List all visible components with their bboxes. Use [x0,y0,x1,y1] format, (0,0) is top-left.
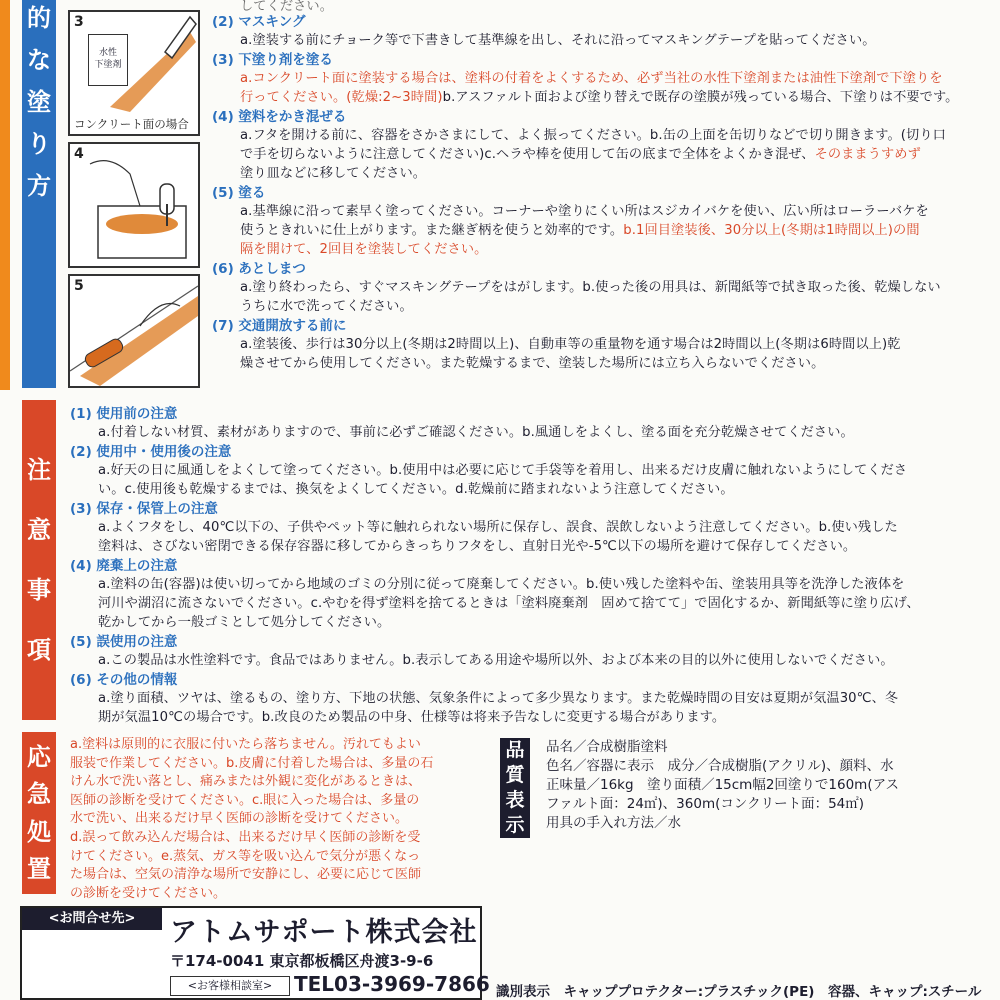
caution-heading: (2) 使用中・使用後の注意 [70,444,232,460]
sidebar-char: 応 [27,742,51,771]
text-line [240,86,958,105]
text-line: 品名／合成樹脂塗料 [546,739,668,755]
sidebar-char: 事 [27,576,51,604]
text-line: a.付着しない材質、素材がありますので、事前に必ずご確認ください。b.風通しをよくし、塗る面を充分乾燥させてください。 [98,425,854,440]
step-number: 5 [74,278,84,294]
caution-heading: (1) 使用前の注意 [70,406,178,422]
caution-heading: (3) 保存・保管上の注意 [70,501,218,517]
caution-heading: (4) 廃棄上の注意 [70,558,178,574]
text-span: 行ってください。(乾燥:2~3時間) [240,90,443,105]
text-span: で手を切らないように注意してください)c.ヘラや棒を使用して缶の底まで全体をよくかき混ぜ、 [240,147,815,162]
text-line [240,219,920,238]
roller-painting-icon [70,276,198,386]
text-line: 医師の診断を受けてください。c.眼に入った場合は、多量の [70,792,420,808]
sidebar-char: 置 [27,855,51,884]
contact-box [20,906,490,1000]
text-line: a.基準線に沿って素早く塗ってください。コーナーや塗りにくい所はスジカイバケを使い、広い所はローラーバケを [240,204,929,219]
quality-label-char: 示 [505,814,525,836]
text-line: a.塗装する前にチョーク等で下書きして基準線を出し、それに沿ってマスキングテープを貼ってください。 [240,33,876,48]
text-line: 正味量／16kg 塗り面積／15cm幅2回塗りで160m(アス [546,777,900,793]
step-heading: (7) 交通開放する前に [212,318,347,334]
sidebar-char: 処 [27,817,51,846]
sidebar-char: 方 [27,172,51,200]
text-line: a.フタを開ける前に、容器をさかさまにして、よく振ってください。b.缶の上面を缶切りなどで切り開きます。(切り口 [240,128,946,143]
emergency-section [70,736,490,903]
recycle-label: 識別表示 キャッププロテクター:プラスチック(PE) 容器、キャップ:スチール [496,984,982,1000]
step3-caption: コンクリート面の場合 [74,117,189,131]
text-line: 期が気温10℃の場合です。b.改良のため製品の中身、仕様等は将来予告なしに変更する場合があります。 [98,710,726,725]
step-number: 3 [74,14,84,30]
brush-stroke-icon [70,12,198,112]
text-span: b.アスファルト面および塗り替えで既存の塗膜が残っている場合、下塗りは不要です。 [442,90,959,105]
illustration-step5 [68,274,200,388]
sidebar-char: 塗 [27,88,51,116]
text-line: の診断を受けてください。 [70,885,227,901]
stirring-paint-icon [70,144,198,266]
phone-number: TEL03-3969-7866 [294,972,490,996]
quality-label-char: 品 [505,739,525,761]
quality-label-char: 表 [505,789,525,811]
text-line: 隔を開けて、2回目を塗装してください。 [240,242,488,257]
text-span: 使うときれいに仕上がります。また継ぎ柄を使うと効率的です。 [240,223,624,238]
text-line: けん水で洗い落とし、痛みまたは外観に変化があるときは、 [70,774,422,790]
text-line: けてください。e.蒸気、ガス等を吸い込んで気分が悪くなっ [70,848,421,864]
sidebar-char: 項 [27,636,51,664]
illustration-step3 [68,10,200,136]
step-heading: (4) 塗料をかき混ぜる [212,109,347,125]
sidebar-char: 的 [27,4,51,32]
text-line: うちに水で洗ってください。 [240,299,413,314]
text-line: 水で洗い、出来るだけ早く医師の診断を受けてください。 [70,811,409,827]
step-heading: (5) 塗る [212,185,266,201]
left-edge-strip [0,0,10,390]
text-line: d.誤って飲み込んだ場合は、出来るだけ早く医師の診断を受 [70,829,421,845]
illustration-step4 [68,142,200,268]
text-line: い。c.使用後も乾燥するまでは、換気をよくしてください。d.乾燥前に踏まれないよう注意してください。 [98,482,734,497]
sidebar-emergency [22,732,56,894]
quality-label-char: 質 [505,764,525,786]
step-heading: (2) マスキング [212,14,306,30]
text-line: 塗り皿などに移してください。 [240,166,427,181]
text-line: a.よくフタをし、40℃以下の、子供やペット等に触れられない場所に保存し、誤食、誤飲しないよう注意してください。b.使い残した [98,520,898,535]
text-line: 服装で作業してください。b.皮膚に付着した場合は、多量の石 [70,755,434,771]
sidebar-how-to-paint [22,0,56,388]
contact-label: <お問合せ先> [22,908,162,930]
text-line: 塗料は、さびない密閉できる保存容器に移してからきっちりフタをし、直射日光や-5℃以下の場所を避けて保存してください。 [98,539,857,554]
step-heading: (3) 下塗り剤を塗る [212,52,333,68]
text-line [240,143,921,162]
step-heading: (6) あとしまつ [212,261,306,277]
quality-label [500,738,530,838]
text-line: a.塗料は原則的に衣服に付いたら落ちません。汚れてもよい [70,737,421,752]
text-line: 乾かしてから一般ゴミとして処分してください。 [98,615,391,630]
text-line: してください。 [240,0,334,14]
text-span: b.1回目塗装後、30分以上(冬期は1時間以上)の間 [623,223,920,238]
text-line: 燥させてから使用してください。また乾燥するまで、塗装した場所には立ち入らないでください。 [240,356,825,371]
text-line: た場合は、空気の清浄な場所で安静にし、必要に応じて医師 [70,867,422,883]
sidebar-char: な [27,46,51,74]
text-line: a.塗り面積、ツヤは、塗るもの、塗り方、下地の状態、気象条件によって多少異なります。また乾燥時間の目安は夏期が気温30℃、冬 [98,691,899,706]
step-number: 4 [74,146,84,162]
address: 〒174-0041 東京都板橋区舟渡3-9-6 [170,952,434,970]
can-label: 水性 [98,48,117,58]
text-line: 色名／容器に表示 成分／合成樹脂(アクリル)、顔料、水 [546,758,894,774]
text-line: a.塗り終わったら、すぐマスキングテープをはがします。b.使った後の用具は、新聞紙等で拭き取った後、乾燥しない [240,280,941,295]
company-name: アトムサポート株式会社 [170,917,478,948]
text-line: a.塗装後、歩行は30分以上(冬期は2時間以上)、自動車等の重量物を通す場合は2時間以上(冬期は6時間以上)乾 [240,337,901,352]
text-line: a.コンクリート面に塗装する場合は、塗料の付着をよくするため、必ず当社の水性下塗剤または油性下塗剤で下塗りを [240,71,943,86]
text-line: a.この製品は水性塗料です。食品ではありません。b.表示してある用途や場所以外、および本来の目的以外に使用しないでください。 [98,653,894,668]
text-line: a.塗料の缶(容器)は使い切ってから地域のゴミの分別に従って廃棄してください。b.使い残した塗料や缶、塗装用具等を洗浄した液体を [98,577,905,592]
text-line: a.好天の日に風通しをよくして塗ってください。b.使用中は必要に応じて手袋等を着用し、出来るだけ皮膚に触れないようにしてくださ [98,463,908,478]
caution-heading: (5) 誤使用の注意 [70,634,178,650]
sidebar-char: 急 [27,780,51,809]
sidebar-char: 注 [27,456,51,484]
support-room-label: <お客様相談室> [170,976,290,996]
text-line: 河川や湖沼に流さないでください。c.やむを得ず塗料を捨てるときは「塗料廃棄剤 固めて捨てて」で固化するか、新聞紙等に塗り広げ、 [98,596,920,611]
caution-heading: (6) その他の情報 [70,672,178,688]
can-label: 下塗剤 [94,60,122,70]
sidebar-char: 意 [27,516,51,544]
text-span: そのままうすめず [814,147,921,162]
quality-text [546,738,996,833]
sidebar-cautions [22,400,56,720]
text-line: ファルト面：24㎡)、360m(コンクリート面：54㎡) [546,796,865,812]
text-line: 用具の手入れ方法／水 [546,815,681,831]
sidebar-char: り [27,130,51,158]
